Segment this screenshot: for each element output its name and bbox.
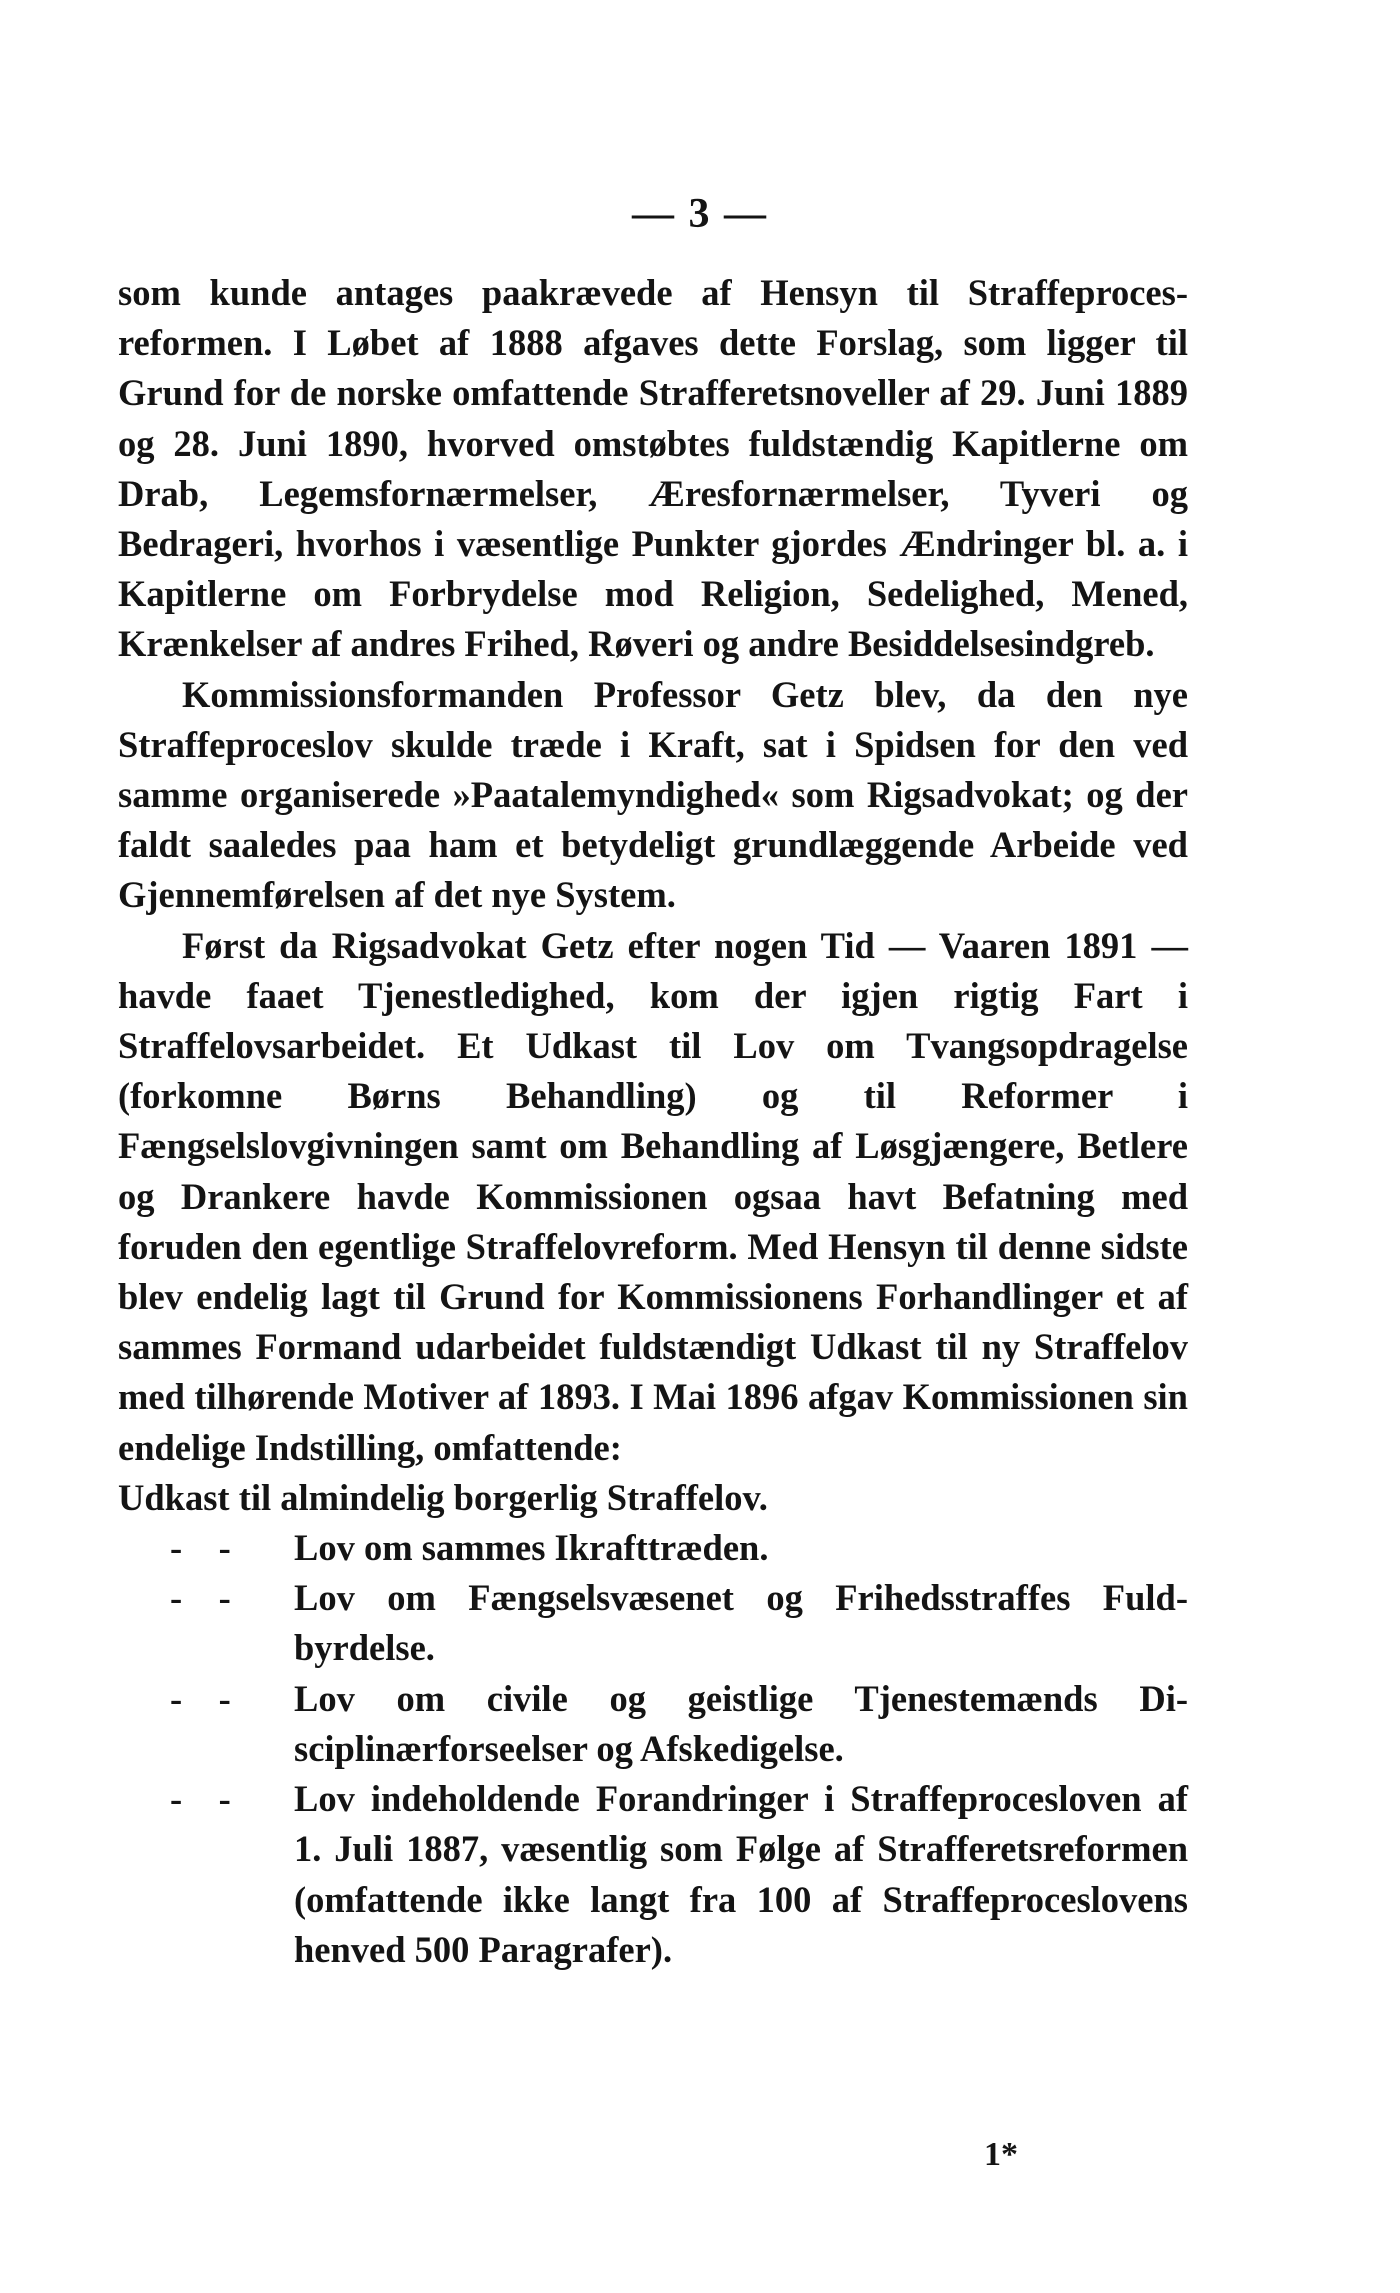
list-dash-marker: - - [170,1778,231,1820]
list-item [118,1573,1188,1673]
list-item-text: Lov om sammes Ikrafttræden. [294,1527,769,1569]
list-item [118,1774,1188,1975]
list-item [118,1674,1188,1774]
list-item-text: Lov om civile og geistlige Tjenestemænds Disciplinærforseelser og Afskedigelse. [294,1677,1188,1769]
law-list [118,1523,1188,1975]
list-dash-marker: - - [170,1577,231,1619]
signature-mark: 1* [984,2136,1018,2173]
list-dash-marker: - - [170,1677,231,1719]
list-heading: Udkast til almindelig borgerlig Straffelov. [118,1476,768,1518]
paragraph-2: Kommissionsformanden Professor Getz blev, da den nye Straffeproceslov skulde træde i Kraft, sat i Spidsen for den ved samme organiserede »Paatalemyndighed« som Rigsadvokat; og der faldt saaledes paa ham et betydeligt grundlæggende Arbeide ved Gjennemførelsen af det nye System. [118,673,1188,916]
list-item-text: Lov om Fængselsvæsenet og Frihedsstraffes Fuldbyrdelse. [294,1577,1188,1669]
list-dash-marker: - - [170,1527,231,1569]
list-item [118,1523,1188,1573]
paragraph-3: Først da Rigsadvokat Getz efter nogen Tid — Vaaren 1891 — havde faaet Tjenestledighed, kom der igjen rigtig Fart i Straffelovsarbeidet. Et Udkast til Lov om Tvangsopdragelse (forkomne Børns Behandling) og til Reformer i Fængselslovgivningen samt om Behandling af Løsgjængere, Betlere og Drankere havde Kommissionen ogsaa havt Befatning med foruden den egentlige Straffelovreform. Med Hensyn til denne sidste blev endelig lagt til Grund for Kommissionens Forhandlinger et af sammes Formand udarbeidet fuldstændigt Udkast til ny Straffelov med tilhørende Motiver af 1893. I Mai 1896 afgav Kommissionen sin endelige Indstilling, omfattende: [118,924,1188,1468]
body-text [118,268,1188,1975]
page-number: — 3 — [632,191,768,237]
list-item-text: Lov indeholdende Forandringer i Straffeprocesloven af 1. Juli 1887, væsentlig som Følge af Strafferetsreformen (omfattende ikke langt fra 100 af Straffeproceslovens henved 500 Paragrafer). [294,1778,1188,1970]
paragraph-1: som kunde antages paakrævede af Hensyn til Straffeprocesreformen. I Løbet af 1888 afgaves dette Forslag, som ligger til Grund for de norske omfattende Strafferetsnoveller af 29. Juni 1889 og 28. Juni 1890, hvorved omstøbtes fuldstændig Kapitlerne om Drab, Legemsfornærmelser, Æresfornærmelser, Tyveri og Bedrageri, hvorhos i væsentlige Punkter gjordes Ændringer bl. a. i Kapitlerne om Forbrydelse mod Religion, Sedelighed, Mened, Krænkelser af andres Frihed, Røveri og andre Besiddelsesindgreb. [118,272,1188,665]
